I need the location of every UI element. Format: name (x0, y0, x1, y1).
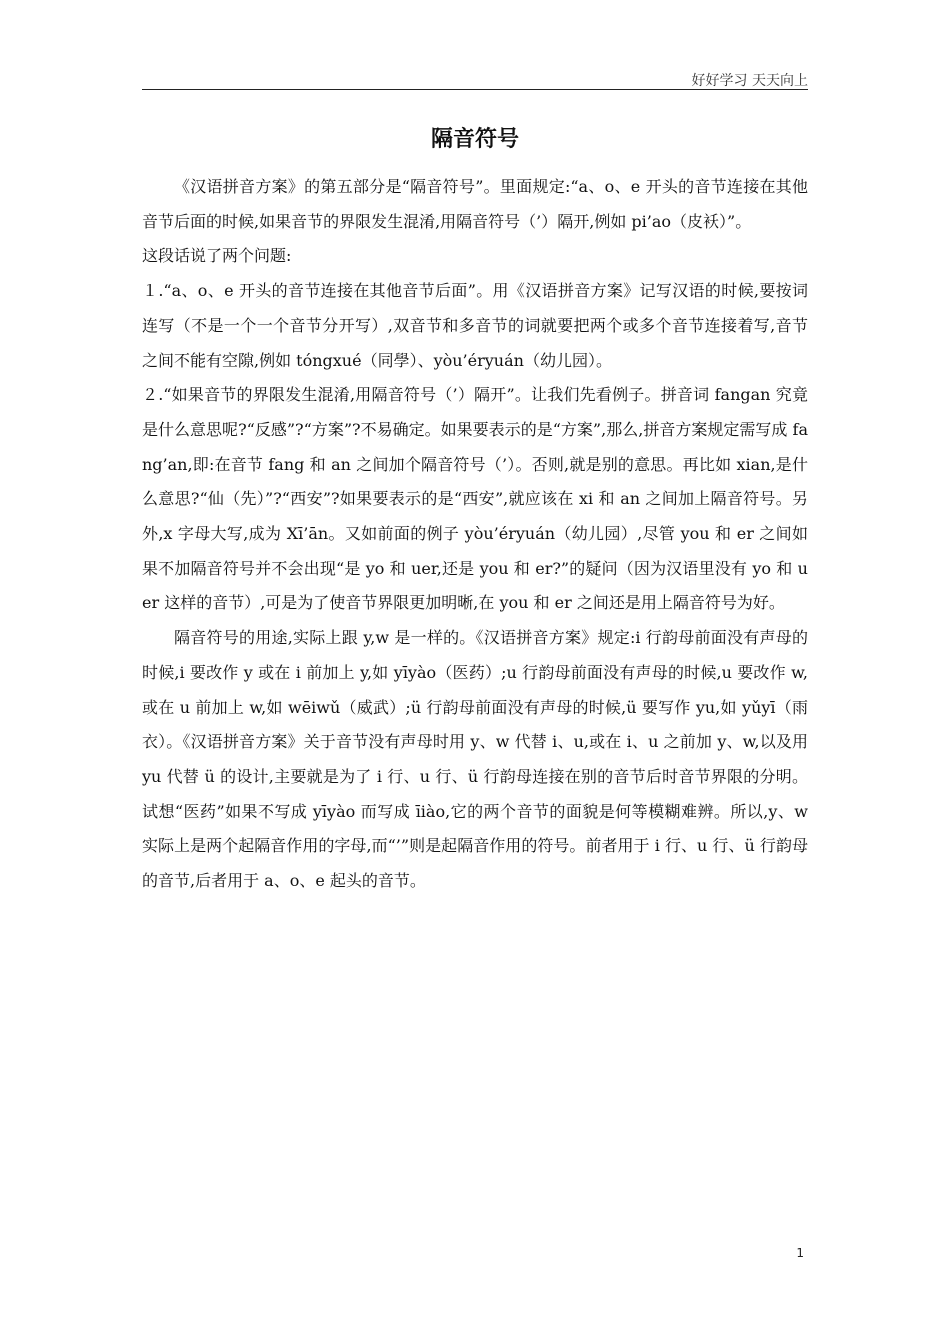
paragraph-y-w-usage: 隔音符号的用途,实际上跟 y,w 是一样的。《汉语拼音方案》规定:i 行韵母前面没有声母的时候,i 要改作 y 或在 i 前加上 y,如 yīyào（医药）;u 行韵母前面没有声母的时候,u 要改作 w,或在 u 前加上 w,如 wēiwǔ（威武）;ü 行韵母前面没有声母的时候,ü 要写作 yu,如 yǔyī（雨衣）。《汉语拼音方案》关于音节没有声母时用 y、w 代替 i、u,或在 i、u 之前加 y、w,以及用 yu 代替 ü 的设计,主要就是为了 i 行、u 行、ü 行韵母连接在别的音节后时音节界限的分明。试想“医药”如果不写成 yīyào 而写成 īiào,它的两个音节的面貌是何等模糊难辨。所以,y、w 实际上是两个起隔音作用的字母,而“’”则是起隔音作用的符号。前者用于 i 行、u 行、ü 行韵母的音节,后者用于 a、o、e 起头的音节。 (142, 628, 808, 891)
paragraph-lead: 这段话说了两个问题: (142, 246, 292, 266)
paragraph-point-2: ２.“如果音节的界限发生混淆,用隔音符号（’）隔开”。让我们先看例子。拼音词 fangan 究竟是什么意思呢?“反感”?“方案”?不易确定。如果要表示的是“方案”,那么,拼音方案规定需写成 fang’an,即:在音节 fang 和 an 之间加个隔音符号（’）。否则,就是别的意思。再比如 xian,是什么意思?“仙（先）”?“西安”?如果要表示的是“西安”,就应该在 xi 和 an 之间加上隔音符号。另外,x 字母大写,成为 Xī’ān。又如前面的例子 yòu’éryuán（幼儿园）,尽管 you 和 er 之间如果不加隔音符号并不会出现“是 yo 和 uer,还是 you 和 er?”的疑问（因为汉语里没有 yo 和 uer 这样的音节）,可是为了使音节界限更加明晰,在 you 和 er 之间还是用上隔音符号为好。 (142, 385, 808, 613)
document-body (142, 170, 808, 899)
paragraph-intro: 《汉语拼音方案》的第五部分是“隔音符号”。里面规定:“a、o、e 开头的音节连接在其他音节后面的时候,如果音节的界限发生混淆,用隔音符号（’）隔开,例如 pi’ao（皮袄）”。 (142, 177, 808, 231)
header-divider (142, 89, 808, 90)
document-title: 隔音符号 (430, 127, 519, 152)
header-motto: 好好学习 天天向上 (691, 73, 808, 89)
page-number: 1 (796, 1246, 804, 1260)
paragraph-point-1: １.“a、o、e 开头的音节连接在其他音节后面”。用《汉语拼音方案》记写汉语的时候,要按词连写（不是一个一个音节分开写）,双音节和多音节的词就要把两个或多个音节连接着写,音节之间不能有空隙,例如 tóngxué（同學）、yòu’éryuán（幼儿园）。 (142, 281, 808, 370)
